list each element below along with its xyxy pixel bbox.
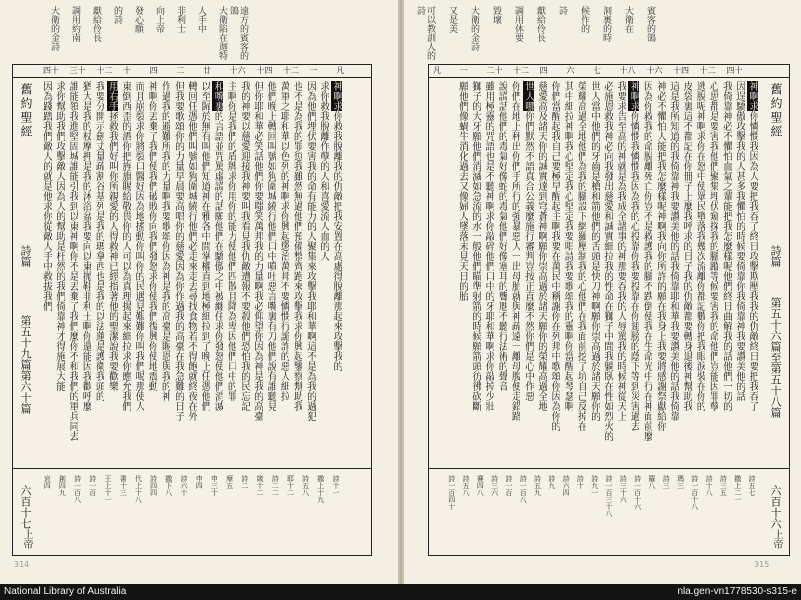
marginal-notes (415, 6, 674, 64)
cross-reference: 詩一百八 (519, 475, 528, 503)
text-column: 但你耶和華必笑話他們你要嗤笑萬邦我的力量啊我必仰望你因為神是我的高臺 (251, 81, 263, 421)
cross-reference: 賽四八 (476, 475, 485, 496)
section-title: 詩篇 (19, 245, 32, 267)
ruler-mark: 廿 (203, 66, 211, 75)
cross-reference: 哀四 (43, 475, 52, 489)
marginal-note: 毀壞 (491, 6, 501, 24)
text-column: 我的神要以慈愛迎接我神要叫我看見我仇敵遭報不要殺他們恐怕我的民忘記 (238, 81, 250, 411)
cross-reference: 詩五八 (301, 475, 310, 496)
footer-bar (0, 584, 801, 600)
cross-reference: 詩三十六 (619, 475, 628, 503)
cross-reference: 箴十二 (256, 475, 264, 496)
text-column: 神啊求你救我脫離我的仇敵把我安置在高處得脫離那起來攻擊我的 (331, 81, 342, 371)
text-column: 作過我的避難所我的力量啊我要歌頌你因為神是我的高臺是賜恩與我的神 (159, 81, 171, 401)
marginal-note: 遠方的賓客的鴿 (228, 6, 248, 60)
ruler-mark: 四十 (43, 66, 59, 75)
marginal-note: 發心願 (133, 6, 143, 33)
marginal-note: 非利士 (175, 6, 185, 33)
text-column: 轉回任憑他們叫號如狗圍城繞行他們必走來走去尋找食物若不得飽就終夜在外 (185, 81, 197, 421)
marginal-note: 獻給伶長 (535, 6, 545, 42)
cross-reference: 詩三六 (490, 475, 499, 496)
text-column: 這是我所知道的我倚靠神我要讚美他的話我倚靠耶和華我要讚美他的話我倚靠 (667, 81, 679, 421)
marginal-note: 賓客的鴿 (645, 6, 655, 42)
text-column: 你們當醒起我自己要極早醒起主啊我要在萬民中稱謝你在列邦中歌頌你因為你的 (549, 81, 560, 431)
text-column: 誰能領我進堅固城誰能引我到以東神啊你不是丟棄了我們麼你不和我們的軍兵同去 (67, 81, 78, 441)
marginal-note: 可以教訓人的詩 (415, 6, 435, 60)
cross-reference: 詩十一 (332, 475, 340, 496)
bottom-rule (13, 468, 371, 469)
top-rule (13, 77, 371, 78)
page-mark: 上帝 (771, 529, 782, 549)
cross-reference: 詩三 (662, 475, 671, 489)
cross-reference: 摩五 (225, 475, 234, 489)
cross-reference: 申三十 (210, 475, 219, 496)
text-column: 世人當中他們的牙齒是槍和箭他們的舌頭是快刀神啊願你崇高過於諸天願你的 (588, 81, 600, 421)
text-column: 因為你救我的命脫離死亡你豈不是救護我的腳不跌倒使我在生命光中行在神面前麼 (641, 81, 653, 441)
text-column: 世人哪你們默然不語真合公義麼施行審判豈按正直麼不然你們是心中作惡 (522, 81, 534, 401)
cross-reference: 詩三五 (719, 475, 728, 496)
cross-reference: 申四 (195, 475, 204, 489)
ruler-mark: 一 (459, 66, 468, 75)
text-column: 獅子的大牙願他們消滅如急流的水一般他們瞄準射箭的時候願箭頭彷彿砍斷 (469, 81, 481, 411)
text-column: 榮耀高過全地他們為我的腳設下網羅壓制我的心他們在我面前挖了坑自己反掉在 (575, 81, 587, 431)
ruler-mark: 二十 (486, 66, 503, 75)
cross-reference: 詩一百三十八 (605, 475, 613, 517)
text-column: 猶大是我的杖摩押是我的沐浴盆我要向以東拋鞋非利士啊你還能因我歡呼麼 (80, 81, 92, 411)
ruler-mark: 凡 (336, 66, 345, 75)
ruler-mark: 四 (539, 66, 548, 75)
folio-stamp: 315 (754, 560, 770, 569)
marginal-note: 向上帝 (154, 6, 164, 33)
ruler-mark: 六 (566, 66, 575, 75)
text-column: 慈愛高及諸天你的誠實達到穹蒼神啊願你崇高過於諸天願你的榮耀高過全地 (535, 81, 547, 411)
folio-stamp: 314 (14, 560, 30, 569)
text-column: 而且崩裂求你將裂口醫好因為地搖動你叫你的民遇見艱難你叫我們喝那使人 (133, 81, 144, 411)
marginal-note: 大衛陷在迦特 (217, 6, 227, 60)
cross-reference: 詩五九 (533, 475, 542, 496)
text-column: 因為他們埋伏要害我的命有能力的人聚集來攻擊我耶和華啊這不是為我的過犯 (304, 81, 316, 421)
right-page (404, 0, 801, 584)
text-column: 也不是為我的罪愆我雖然無過他們預備整齊跑來攻擊我求你興起鑒察幫助我 (291, 81, 303, 411)
marginal-note: 洞裏的時 (601, 6, 611, 42)
cross-reference: 書十三 (119, 475, 128, 496)
cross-reference: 瑪三 (676, 475, 685, 489)
text-column: 神啊求你憐憫我因為人要把我吞了終日攻擊欺壓我我的仇敵終日要把我吞了 (747, 81, 758, 411)
text-frame (428, 64, 790, 556)
text-column: 逃脫呢神啊求你在怒中使眾民墮落我幾次流離你都記數你把我眼淚裝在你的 (694, 81, 706, 411)
marginal-note: 大衛的金詩 (49, 6, 59, 51)
ruler-mark: 十二 (699, 66, 716, 75)
marginal-notes (48, 6, 258, 64)
text-column: 求你幫助我們攻擊敵人因為人的幫助是枉然的我們倚靠神才得施展大能 (53, 81, 65, 391)
cross-reference: 詩九 (547, 475, 556, 489)
ruler-mark: 凡 (433, 66, 441, 75)
top-rule (429, 77, 789, 78)
book-title: 舊約聖經 (769, 83, 783, 139)
ruler-mark: 四十 (726, 66, 743, 75)
cross-reference: 詩二 (240, 475, 249, 489)
marginal-note: 候作的 (579, 6, 589, 33)
text-column: 萬軍之耶和華以色列的神啊求你興起懲治萬邦不要憐憫行詭詐的惡人細拉 (278, 81, 290, 401)
text-column: 求你救我脫離作孽的人和喜愛流人血的人 (317, 81, 329, 261)
ruler-mark: 十四 (673, 66, 689, 75)
cross-reference: 詩一百十八 (690, 475, 699, 510)
marginal-note: 人手中 (196, 6, 206, 33)
text-column: 以至歸於無有叫他們知道神在雅各中間掌權直到地極細拉到了晚上任憑他們 (199, 81, 210, 411)
text-column: 神啊求你憐憫我憐憫我因為我的心投靠你我要投靠在你翅膀的蔭下等到災害過去 (628, 81, 640, 431)
left-page (0, 0, 398, 584)
cross-reference: 羅八 (647, 475, 656, 489)
marginal-note: 又是美 (447, 6, 457, 33)
ruler-mark: 二 (176, 66, 185, 75)
text-column: 我要求告至高的神就是為我成全諸事的神那要吞我的人辱罵我的時候神從天上 (615, 81, 626, 421)
cross-reference: 詩五八 (462, 475, 470, 496)
text-column: 我要分開示劍丈量疏割谷基列是我的瑪拿西也是我的以法蓮是護衛我頭的 (93, 81, 105, 401)
ruler-mark: 一 (309, 66, 318, 75)
text-column: 雖用極靈的咒語也是不聽神啊求你敲碎他們口中的牙耶和華啊求你敲掉少壯 (483, 81, 494, 411)
page-mark: 上帝 (21, 529, 32, 549)
ruler-mark: 十 (123, 66, 131, 75)
ruler-mark: 十八 (619, 66, 636, 75)
text-column: 用右手拯救我們好叫你所親愛的人得救神已經指著他的聖潔說我要歡樂 (106, 81, 118, 391)
cross-reference: 詩九一 (590, 475, 599, 496)
text-column: 神必不懼怕人能把我怎麼樣呢神啊我向你所許的願在我身上我要將感謝祭獻給你 (654, 81, 666, 431)
text-column: 但我要歌頌你的力量早晨要高唱你的慈愛因為你作過我的高臺在我急難的日子 (172, 81, 184, 421)
marginal-note: 調用休要 (513, 6, 523, 42)
ruler-mark: 七 (593, 66, 601, 75)
ruler-mark: 十二 (96, 66, 113, 75)
text-column: 東倒西歪的酒你把旌旗賜給敬畏你的人可以為真理揚起來細拉求你應允我們 (119, 81, 131, 411)
marginal-note: 詩 (557, 6, 567, 15)
cross-reference: 詩四四 (149, 475, 158, 496)
text-column: 必施恩救我神必向我發出慈愛和誠實細拉我的性命在獅子中間我躺臥在性如烈火的 (601, 81, 613, 441)
library-credit: National Library of Australia (4, 586, 127, 597)
cross-reference: 詩六四 (562, 475, 571, 496)
ruler-mark: 十六 (646, 66, 663, 75)
image-identifier: nla.gen-vn1778530-s315-e (677, 586, 797, 597)
marginal-note: 獻給伶長 (91, 6, 101, 42)
text-column: 主啊你是我們的盾牌求你用你的能力使他們四散且降為卑因他們口中的罪 (225, 81, 237, 401)
cross-reference: 撒上十九 (316, 475, 325, 503)
cross-reference: 詩一百十六 (633, 475, 642, 510)
cross-reference: 詩十八 (705, 475, 714, 496)
cross-reference: 撒下八 (164, 475, 173, 496)
chapter-range: 第五十九篇第六十篇 (19, 315, 32, 414)
bottom-rule (429, 468, 789, 469)
ruler-mark: 十二 (513, 66, 529, 75)
cross-reference: 王上十一 (104, 475, 112, 503)
chapter-range: 第五十六篇至第五十八篇 (769, 297, 782, 418)
cross-reference: 代上十八 (134, 475, 143, 503)
ruler-mark: 十二 (283, 66, 299, 75)
cross-reference: 詩一百 (88, 475, 97, 496)
text-column: 心思都是要害我他們聚集埋伏窺探我的腳蹤等候要害我的命他們豈能因罪孽 (707, 81, 719, 411)
verse-ruler (13, 65, 371, 77)
text-column: 皮袋裏這不都記在你冊子上麼我呼求的日子我的仇敵都要轉身退後神幫助我 (681, 81, 692, 411)
ruler-mark: 四 (149, 66, 158, 75)
ruler-mark: 三十 (69, 66, 86, 75)
text-column: 因為踐踏我們敵人的就是他求你從敵人手中救拔我們 (40, 81, 52, 311)
ruler-mark: 十六 (229, 66, 246, 75)
cross-reference: 詩一百 (504, 475, 513, 496)
cross-reference: 耶十二 (286, 475, 295, 496)
marginal-note: 大衛的金詩 (469, 6, 479, 51)
section-title: 詩篇 (769, 245, 782, 267)
text-column: 願他們像蝸牛消化過去又像婦人墜落未見天日的胎 (456, 81, 468, 301)
text-column: 他們晚上轉回叫號如狗圍城繞行他們口中噴吐惡言嘴裏有刀他們說有誰聽見 (265, 81, 276, 411)
cross-reference: 詩五七 (748, 475, 756, 496)
text-column: 其中細拉神啊我心堅定我心堅定我要唱詩我要歌頌我的靈啊你當醒起琴瑟啊 (562, 81, 574, 411)
marginal-note: 的詩 (112, 6, 122, 24)
text-column: 我倚靠神必不懼怕血氣之輩能把我怎麼樣呢他們終日曲解我的話他們一切的 (720, 81, 732, 411)
verse-ruler (429, 65, 789, 77)
cross-reference: 詩十 (576, 475, 585, 489)
text-column: 因逞驕傲攻擊我的人甚多我懼怕的時候要倚靠你我倚靠神我要讚美他的話 (733, 81, 745, 401)
text-frame (12, 64, 372, 556)
cross-reference: 詩二二 (271, 475, 280, 496)
text-column: 你們在地上秤出你們手所行的強暴惡人一出母胎就與神疏遠一離母腹便走錯路 (509, 81, 521, 421)
text-column: 和嘴裏的言語並咒罵虛謊的話願他們在驕傲之中被纏住求你發怒使他們消滅 (212, 81, 224, 411)
cross-reference: 創四九 (58, 475, 67, 496)
ruler-mark: 十四 (256, 66, 273, 75)
page-number: 六百十七 (19, 485, 32, 529)
page-number: 六百十六 (769, 485, 782, 529)
book-title: 舊約聖經 (19, 83, 33, 139)
marginal-note: 大衛在 (623, 6, 633, 33)
text-column: 神啊你丟棄了我們使我們破敗你向我們發怒求你使我們復興你使地震動 (146, 81, 158, 391)
cross-reference: 撒上二一 (733, 475, 742, 503)
marginal-note: 調用約南 (70, 6, 80, 42)
cross-reference: 詩一百八 (73, 475, 82, 503)
cross-reference: 詩六十 (180, 475, 188, 496)
cross-reference: 詩一百四十 (447, 475, 456, 510)
text-column: 說謊話他們的毒氣好像蛇的毒氣他們好像塞耳的聾虺不聽行法術的聲音 (496, 81, 508, 391)
